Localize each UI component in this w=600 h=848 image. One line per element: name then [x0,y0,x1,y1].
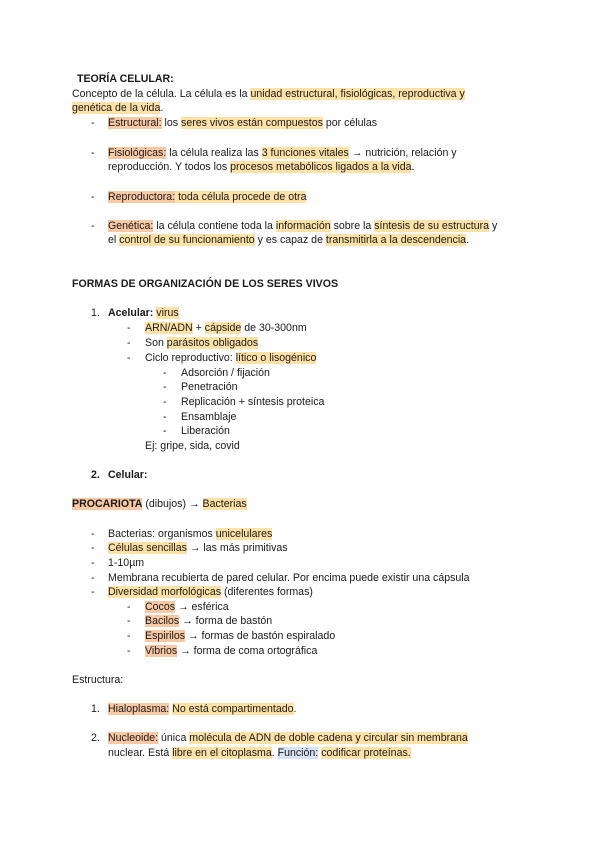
form-name: Espirilos [145,630,186,642]
bacterias-highlight: Bacterias [202,498,247,510]
bullet-dash: - [91,117,95,129]
acelular-item-ciclo [145,351,316,365]
pro-item-sencillas [108,541,288,555]
genetica-highlight-2: síntesis de su estructura [374,220,490,232]
concept-highlight-2: genética de la vida [72,102,161,114]
form-desc: → formas de bastón espiralado [185,630,336,642]
genetica-text-3: y [489,220,498,232]
acelular-item-parasitos [145,336,258,350]
citoplasma-highlight: libre en el citoplasma [172,747,272,759]
concept-line-1 [72,87,465,101]
hialoplasma-highlight: No está compartimentado [172,703,294,715]
arn-text: + [192,322,205,334]
sencillas-highlight: Células sencillas [108,542,187,554]
bullet-fisiologicas-line-2 [108,160,414,174]
acelular-example: Ej: gripe, sida, covid [145,440,240,452]
reproductora-label: Reproductora: [108,191,176,203]
bullet-dash: - [127,645,131,657]
form-desc: → forma de coma ortográfica [177,645,318,657]
estructural-text-2: por células [322,117,378,129]
concept-line-2 [72,101,163,115]
genetica-highlight: información [275,220,331,232]
genetica-period: . [466,234,470,246]
fisiologicas-highlight-2: procesos metabólicos ligados a la vida [230,161,412,173]
diversidad-text: (diferentes formas) [221,586,313,598]
reproductora-highlight: toda célula procede de otra [175,191,307,203]
phase-item: Replicación + síntesis proteica [181,396,325,408]
bacterias-text: Bacterias: organismos [108,528,216,540]
form-desc: → forma de bastón [179,615,273,627]
genetica-text: la célula contiene toda la [153,220,276,232]
estructura-label: Estructura: [72,674,124,686]
bullet-dash: - [163,411,167,423]
diversidad-highlight: Diversidad morfológicas [108,586,222,598]
nucleoide-text-2: nuclear. Está [108,747,173,759]
acelular-item-arn [145,321,307,335]
bullet-reproductora [108,190,306,204]
nucleoide-text: única [158,732,190,744]
son-text: Son [145,337,167,349]
funcion-label: Función: [277,747,319,759]
nucleoide-text-3: . [271,747,278,759]
form-name: Cocos [145,601,176,613]
procariota-text: (dibujos) → [142,498,203,510]
fisiologicas-period: . [411,161,415,173]
bullet-dash: - [91,586,95,598]
estructural-text: los [161,117,182,129]
hialoplasma-period: . [293,703,297,715]
estructura-item-2-number: 2. [91,732,100,744]
pro-item-membrana: Membrana recubierta de pared celular. Por encima puede existir una cápsula [108,572,470,584]
estructura-item-1-number: 1. [91,703,100,715]
fisiologicas-label: Fisiológicas: [108,147,167,159]
fisiologicas-highlight: 3 funciones vitales [261,147,349,159]
bullet-dash: - [163,367,167,379]
bullet-dash: - [91,557,95,569]
genetica-label: Genética: [108,220,154,232]
form-item [145,629,335,643]
unicelulares-highlight: unicelulares [215,528,273,540]
celular-label: Celular: [108,469,148,481]
fisiologicas-text: la célula realiza las [166,147,262,159]
estructural-highlight: seres vivos están compuestos [181,117,323,129]
celular-number: 2. [91,469,100,481]
form-name: Vibrios [145,645,178,657]
phase-item: Liberación [181,425,230,437]
form-desc: → esférica [175,601,229,613]
phase-item: Penetración [181,381,238,393]
pro-item-bacterias [108,527,272,541]
ciclo-highlight: lítico o lisogénico [235,352,317,364]
form-item [145,600,229,614]
acelular-heading [108,306,179,320]
concept-highlight: unidad estructural, fisiológicas, reproductiva y [250,88,465,100]
fisiologicas-text-3: reproducción. Y todos los [108,161,231,173]
bullet-dash: - [163,425,167,437]
page-title: TEORÍA CELULAR: [77,73,174,85]
acelular-highlight: virus [156,307,179,319]
concept-period: . [160,102,164,114]
bullet-dash: - [127,615,131,627]
nucleoide-highlight: molécula de ADN de doble cadena y circular sin membrana [189,732,468,744]
bullet-dash: - [91,147,95,159]
pro-item-size: 1-10µm [108,557,145,569]
capside-highlight: cápside [204,322,242,334]
pro-item-diversidad [108,585,313,599]
estructura-item-nucleoide [108,731,468,745]
bullet-dash: - [163,396,167,408]
acelular-label: Acelular: [108,307,154,319]
section-title-organizacion: FORMAS DE ORGANIZACIÓN DE LOS SERES VIVOS [72,278,339,290]
genetica-text-5: y es capaz de [254,234,326,246]
estructura-item-hialoplasma [108,702,296,716]
bullet-dash: - [91,528,95,540]
sencillas-text: → las más primitivas [186,542,288,554]
arn-text-2: de 30-300nm [241,322,307,334]
form-item [145,644,317,658]
form-name: Bacilos [145,615,180,627]
phase-item: Adsorción / fijación [181,367,270,379]
ciclo-text: Ciclo reproductivo: [145,352,236,364]
bullet-dash: - [127,630,131,642]
hialoplasma-label: Hialoplasma: [108,703,170,715]
bullet-dash: - [163,381,167,393]
bullet-dash: - [91,572,95,584]
arn-highlight: ARN/ADN [145,322,193,334]
funcion-highlight: codificar proteínas. [321,747,411,759]
fisiologicas-text-2: → nutrición, relación y [348,147,457,159]
procariota-label: PROCARIOTA [72,498,143,510]
bullet-fisiologicas [108,146,457,160]
bullet-estructural [108,116,377,130]
estructura-item-nucleoide-line-2 [108,746,411,760]
bullet-genetica [108,219,497,233]
bullet-dash: - [91,191,95,203]
form-item [145,614,272,628]
genetica-text-2: sobre la [330,220,375,232]
nucleoide-label: Nucleoide: [108,732,159,744]
bullet-genetica-line-2 [108,233,469,247]
estructural-label: Estructural: [108,117,162,129]
bullet-dash: - [127,337,131,349]
bullet-dash: - [91,542,95,554]
concept-text: Concepto de la célula. La célula es la [72,88,251,100]
bullet-dash: - [127,601,131,613]
parasitos-highlight: parásitos obligados [166,337,259,349]
bullet-dash: - [127,322,131,334]
genetica-text-4: el [108,234,120,246]
genetica-highlight-4: transmitirla a la descendencia [325,234,467,246]
procariota-heading [72,497,247,511]
phase-item: Ensamblaje [181,411,237,423]
genetica-highlight-3: control de su funcionamiento [119,234,255,246]
bullet-dash: - [91,220,95,232]
acelular-number: 1. [91,307,100,319]
bullet-dash: - [127,352,131,364]
